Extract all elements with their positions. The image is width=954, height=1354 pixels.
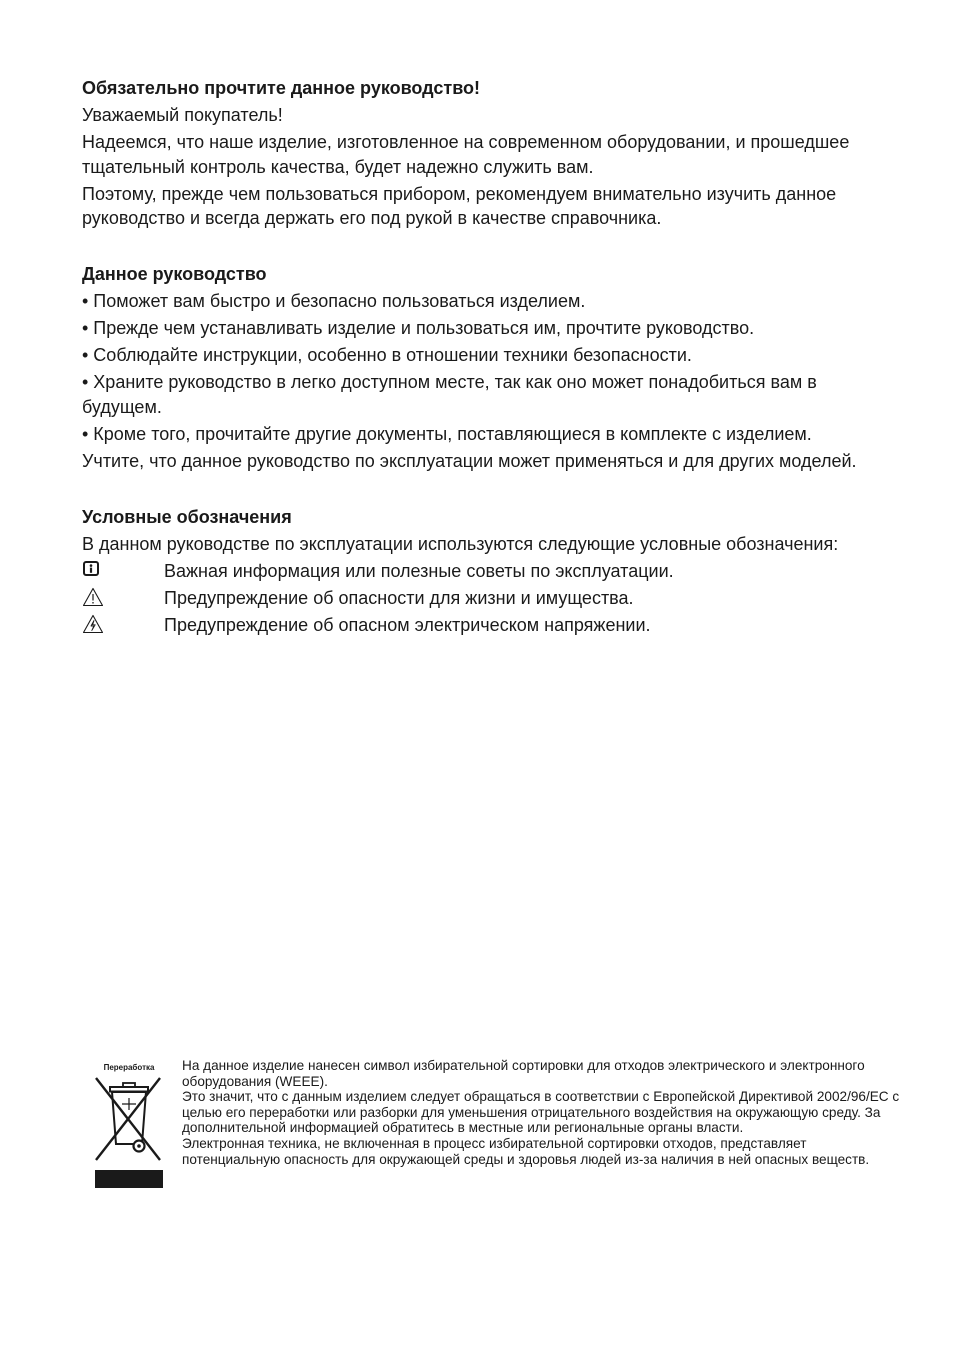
symbols-section-heading: Условные обозначения [82, 506, 292, 527]
symbol-item-electric [82, 613, 882, 638]
recycling-label: Переработка [103, 1063, 155, 1072]
weee-symbol [92, 1058, 166, 1190]
recycling-text [182, 1058, 902, 1167]
electric-warning-icon [82, 613, 164, 638]
page-title: Обязательно прочтите данное руководство! [82, 78, 481, 98]
manual-bullet-1: • Поможет вам быстро и безопасно пользоваться изделием. [82, 291, 586, 311]
symbol-item-warning [82, 586, 882, 611]
info-icon [82, 559, 164, 584]
manual-section-heading: Данное руководство [82, 264, 267, 284]
manual-bullet-4: • Храните руководство в легко доступном месте, так как оно может понадобиться вам в будущем. [82, 372, 817, 417]
symbol-text-electric: Предупреждение об опасном электрическом напряжении. [164, 614, 651, 635]
symbol-text-info: Важная информация или полезные советы по эксплуатации. [164, 560, 674, 581]
manual-bullet-5: • Кроме того, прочитайте другие документы, поставляющиеся в комплекте с изделием. [82, 423, 812, 444]
warning-triangle-icon [82, 586, 164, 611]
section-spacer [82, 233, 882, 262]
intro-paragraph-2: Поэтому, прежде чем пользоваться прибором, рекомендуем внимательно изучить данное руководство и всегда держать его под рукой в качестве справочника. [82, 183, 837, 228]
recycling-paragraph-3: Электронная техника, не включенная в процесс избирательной сортировки отходов, представляет потенциальную опасность для окружающей среды и здоровья людей из-за наличия в ней опасных веществ. [182, 1135, 870, 1167]
recycling-paragraph-1: На данное изделие нанесен символ избирательной сортировки для отходов электрического и электронного оборудования (WEEE). [182, 1058, 865, 1089]
crossed-bin-icon [92, 1076, 166, 1190]
recycling-notice [92, 1058, 902, 1208]
section-spacer [82, 476, 882, 505]
symbol-item-info [82, 559, 882, 584]
intro-paragraph-1: Надеемся, что наше изделие, изготовленное на современном оборудовании, и прошедшее тщательный контроль качества, будет надежно служить вам. [82, 132, 850, 177]
greeting: Уважаемый покупатель! [82, 105, 283, 125]
symbol-text-warning: Предупреждение об опасности для жизни и имущества. [164, 587, 634, 608]
symbols-intro: В данном руководстве по эксплуатации используются следующие условные обозначения: [82, 533, 839, 554]
manual-note: Учтите, что данное руководство по эксплуатации может применяться и для других моделей. [82, 450, 857, 471]
manual-bullet-2: • Прежде чем устанавливать изделие и пользоваться им, прочтите руководство. [82, 318, 755, 338]
recycling-paragraph-2: Это значит, что с данным изделием следует обращаться в соответствии с Европейской Директивой 2002/96/ЕС с целью его переработки или разборки для уменьшения отрицательного воздействия на окружающую среду. За дополнительной информацией обратитесь в местные или региональные органы власти. [182, 1089, 900, 1136]
main-content [82, 76, 882, 637]
manual-bullet-3: • Соблюдайте инструкции, особенно в отношении техники безопасности. [82, 345, 692, 365]
